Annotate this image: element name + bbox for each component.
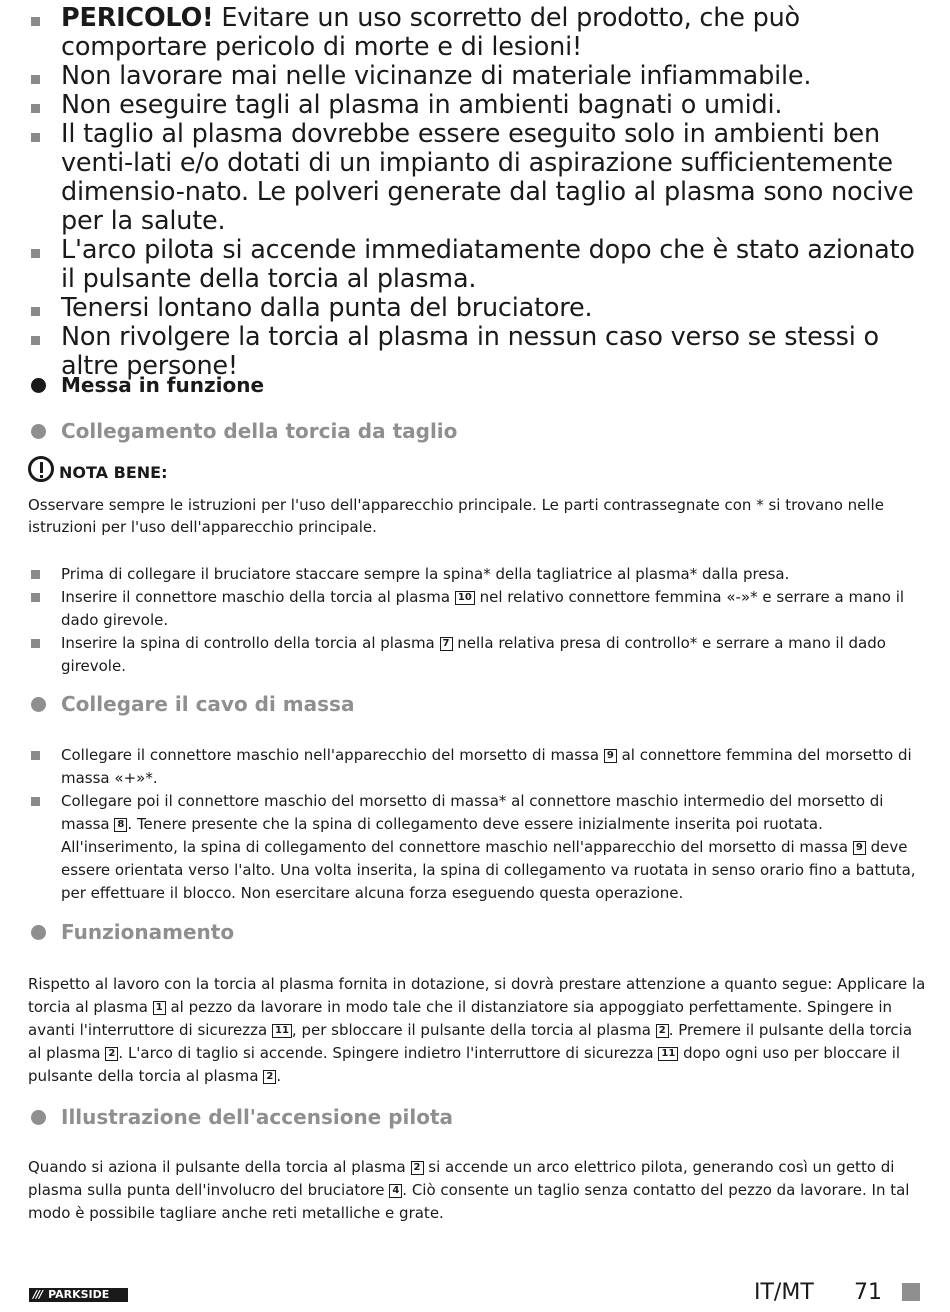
bullet-dot-icon [31, 1110, 46, 1125]
section-heading-torch: Collegamento della torcia da taglio [31, 419, 457, 443]
list-item: Collegare il connettore maschio nell'apparecchio del morsetto di massa 9 al connettore femmina del morsetto di massa «+»*. [28, 744, 928, 790]
warning-text: Non eseguire tagli al plasma in ambienti bagnati o umidi. [61, 90, 783, 120]
language-code: IT/MT [754, 1280, 814, 1305]
part-reference: 11 [658, 1047, 678, 1061]
pilot-paragraph: Quando si aziona il pulsante della torcia al plasma 2 si accende un arco elettrico pilota, generando così un getto di plasma sulla punta dell'involucro del bruciatore 4 . Ciò consente un taglio senza contatto del pezzo da lavorare. In tal modo è possibile tagliare anche reti metalliche e grate. [28, 1158, 910, 1222]
part-reference: 9 [604, 749, 617, 763]
part-reference: 2 [263, 1070, 276, 1084]
footer-square-icon [902, 1283, 920, 1301]
danger-label: PERICOLO! [61, 3, 214, 33]
part-reference: 2 [105, 1047, 118, 1061]
bullet-square-icon [31, 751, 40, 760]
list-item: Collegare poi il connettore maschio del morsetto di massa* al connettore maschio intermedio del morsetto di massa 8 . Tenere presente che la spina di collegamento deve essere inizialmente inserita poi ruotata. All'inserimento, la spina di collegamento del connettore maschio nell'apparecchio del morsetto di massa 9 deve essere orientata verso l'alto. Una volta inserita, la spina di collegamento va ruotata in senso orario fino a battuta, per effettuare il blocco. Non esercitare alcuna forza eseguendo questa operazione. [28, 790, 928, 905]
bullet-dot-icon [31, 424, 46, 439]
warning-item [28, 236, 928, 294]
warning-text: Evitare un uso scorretto del prodotto, che può comportare pericolo di morte e di lesioni! [61, 3, 800, 62]
bullet-dot-icon [31, 378, 46, 393]
bullet-square-icon [31, 639, 40, 648]
part-reference: 9 [853, 841, 866, 855]
page-number: 71 [854, 1280, 882, 1305]
section-heading-ground: Collegare il cavo di massa [31, 692, 354, 716]
part-reference: 11 [272, 1024, 292, 1038]
section-heading-operation: Funzionamento [31, 920, 234, 944]
bullet-square-icon [31, 593, 40, 602]
bullet-square-icon [31, 249, 40, 258]
section-heading-startup: Messa in funzione [31, 373, 264, 397]
warning-item [28, 62, 928, 91]
warning-list [28, 4, 928, 381]
bullet-square-icon [31, 336, 40, 345]
bullet-square-icon [31, 570, 40, 579]
note-text: Osservare sempre le istruzioni per l'uso dell'apparecchio principale. Le parti contrassegnate con * si trovano nelle istruzioni per l'uso dell'apparecchio principale. [28, 496, 884, 536]
warning-text: Non rivolgere la torcia al plasma in nessun caso verso se stessi o altre persone! [61, 322, 879, 381]
warning-text: Tenersi lontano dalla punta del bruciatore. [61, 293, 593, 323]
list-item: Prima di collegare il bruciatore staccare sempre la spina* della tagliatrice al plasma* dalla presa. [28, 563, 928, 586]
bullet-dot-icon [31, 925, 46, 940]
bullet-square-icon [31, 797, 40, 806]
torch-steps-list [28, 563, 928, 678]
part-reference: 10 [455, 591, 475, 605]
bullet-square-icon [31, 133, 40, 142]
parkside-logo: /// PARKSIDE [29, 1288, 128, 1302]
bullet-dot-icon [31, 697, 46, 712]
warning-text: Non lavorare mai nelle vicinanze di materiale infiammabile. [61, 61, 812, 91]
warning-item [28, 120, 928, 236]
bullet-square-icon [31, 75, 40, 84]
warning-item [28, 294, 928, 323]
warning-text: L'arco pilota si accende immediatamente dopo che è stato azionato il pulsante della torcia al plasma. [61, 235, 915, 294]
note-title: NOTA BENE: [28, 456, 167, 482]
bullet-square-icon [31, 307, 40, 316]
exclamation-circle-icon [28, 456, 54, 482]
section-heading-pilot: Illustrazione dell'accensione pilota [31, 1105, 453, 1129]
warning-text: Il taglio al plasma dovrebbe essere eseguito solo in ambienti ben venti-lati e/o dotati di un impianto di aspirazione sufficientemente dimensio-nato. Le polveri generate dal taglio al plasma sono nocive per la salute. [61, 119, 914, 236]
part-reference: 7 [440, 637, 453, 651]
part-reference: 2 [656, 1024, 669, 1038]
part-reference: 2 [411, 1161, 424, 1175]
part-reference: 1 [153, 1001, 166, 1015]
part-reference: 8 [114, 818, 127, 832]
bullet-square-icon [31, 104, 40, 113]
warning-item [28, 91, 928, 120]
warning-item [28, 4, 928, 62]
operation-paragraph: Rispetto al lavoro con la torcia al plasma fornita in dotazione, si dovrà prestare attenzione a quanto segue: Applicare la torcia al plasma 1 al pezzo da lavorare in modo tale che il distanziatore sia appoggiato perfettamente. Spingere in avanti l'interruttore di sicurezza 11 , per sbloccare il pulsante della torcia al plasma 2 . Premere il pulsante della torcia al plasma 2 . L'arco di taglio si accende. Spingere indietro l'interruttore di sicurezza 11 dopo ogni uso per bloccare il pulsante della torcia al plasma 2 . [28, 975, 926, 1085]
list-item: Inserire la spina di controllo della torcia al plasma 7 nella relativa presa di controllo* e serrare a mano il dado girevole. [28, 632, 928, 678]
part-reference: 4 [389, 1184, 402, 1198]
list-item: Inserire il connettore maschio della torcia al plasma 10 nel relativo connettore femmina «-»* e serrare a mano il dado girevole. [28, 586, 928, 632]
ground-steps-list [28, 744, 928, 905]
bullet-square-icon [31, 17, 40, 26]
